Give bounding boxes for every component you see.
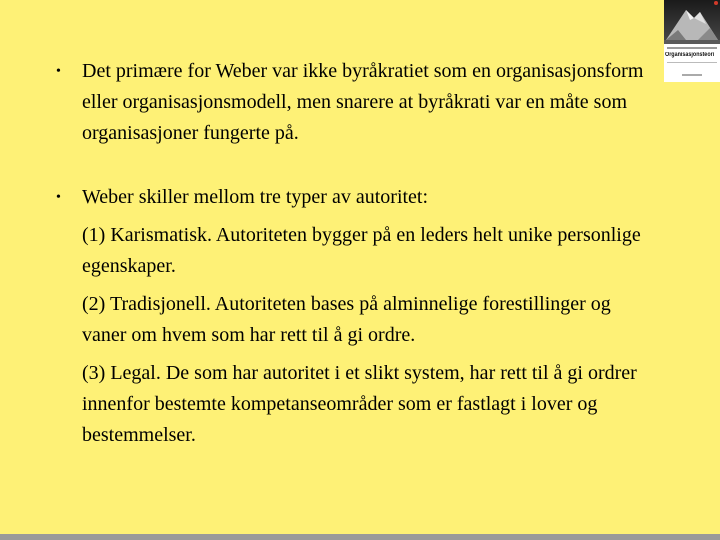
book-cover-icon: [664, 0, 720, 82]
bullet-item-authority-types: [56, 182, 656, 451]
bullet-item-weber-bureaucracy: [56, 56, 656, 149]
bullet-text: Det primære for Weber var ikke byråkratiet som en organisasjonsform eller organisasjonsmodell, men snarere at byråkrati var en måte som organisasjoner fungerte på.: [82, 60, 644, 144]
authority-item-legal: (3) Legal. De som har autoritet i et slikt system, har rett til å gi ordrer innenfor bestemte kompetanseområder som er fastlagt i lover og bestemmelser.: [82, 362, 637, 446]
bullet-icon: •: [56, 190, 61, 205]
cover-publisher-line: [682, 74, 702, 76]
mountain-image: [664, 0, 720, 44]
bullet-text: Weber skiller mellom tre typer av autoritet:: [82, 186, 429, 208]
authority-item-charismatic: (1) Karismatisk. Autoriteten bygger på en leders helt unike personlige egenskaper.: [82, 224, 641, 277]
cover-subtitle-line: [667, 62, 717, 63]
authority-item-traditional: (2) Tradisjonell. Autoriteten bases på alminnelige forestillinger og vaner om hvem som har rett til å gi ordre.: [82, 293, 611, 346]
slide-content: [56, 56, 656, 451]
bottom-bar: [0, 534, 720, 540]
cover-title: Organisasjonsteori: [665, 52, 715, 58]
bullet-icon: •: [56, 64, 61, 79]
cover-badge-icon: [714, 1, 718, 5]
cover-author-line: [667, 47, 717, 49]
